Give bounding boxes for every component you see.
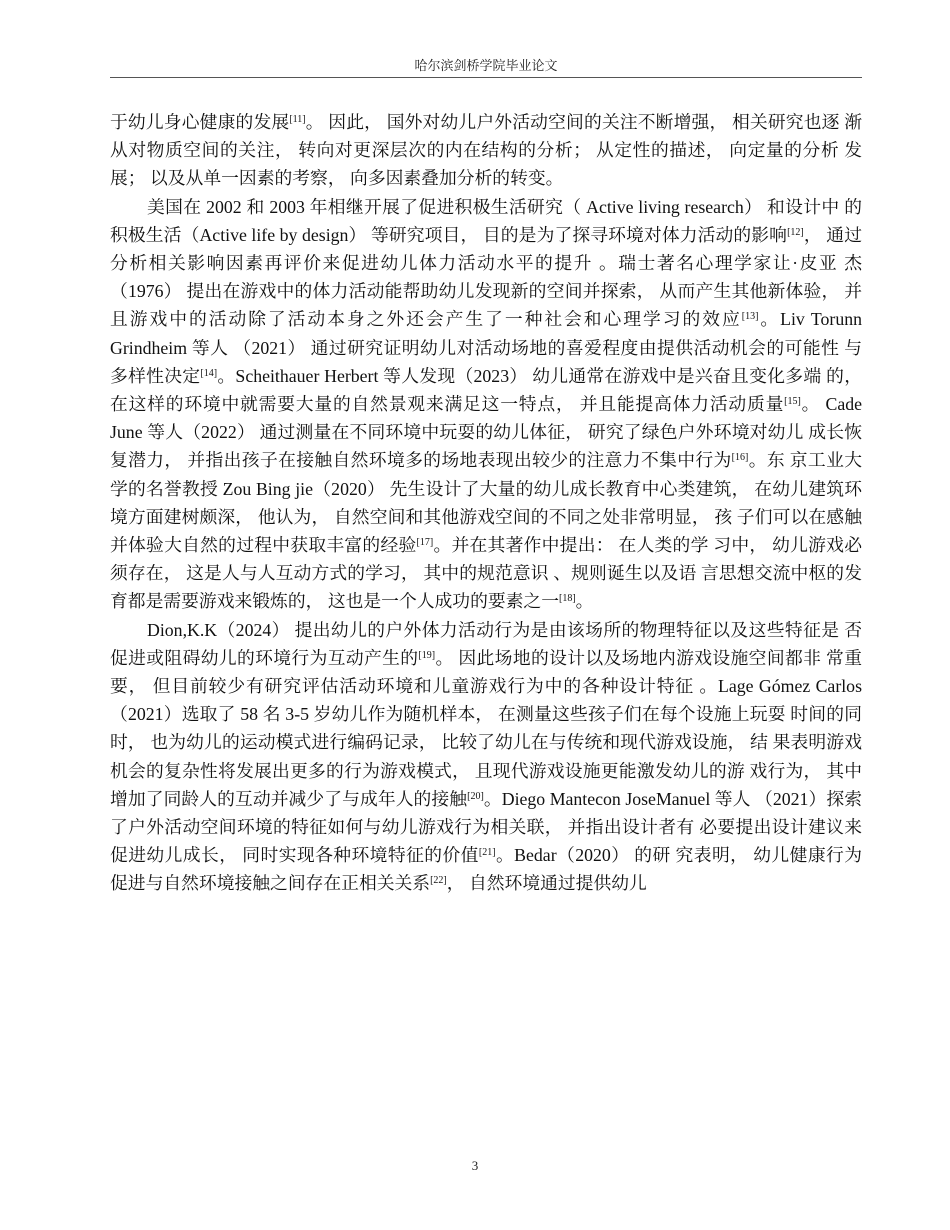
citation-marker: [16] (731, 452, 749, 464)
paragraph: 于幼儿身心健康的发展[11]。 因此， 国外对幼儿户外活动空间的关注不断增强， 相关研究也逐 渐从对物质空间的关注， 转向对更深层次的内在结构的分析； 从定性的描述， 向定量的分析 发展； 以及从单一因素的考察， 向多因素叠加分析的转变。 (110, 112, 862, 189)
citation-marker: [18] (558, 593, 576, 605)
citation-marker: [22] (430, 875, 447, 887)
citation-marker: [20] (467, 790, 484, 802)
citation-marker: [15] (784, 396, 801, 408)
page-number: 3 (471, 1158, 479, 1173)
citation-marker: [11] (289, 114, 306, 125)
citation-marker: [21] (478, 847, 496, 859)
citation-marker: [14] (200, 367, 218, 379)
running-header: 哈尔滨剑桥学院毕业论文 (414, 59, 558, 74)
citation-marker: [19] (418, 649, 436, 661)
paragraph: 美国在 2002 和 2003 年相继开展了促进积极生活研究（ Active living research） 和设计中 的积极生活（Active life by design） 等研究项目， 目的是为了探寻环境对体力活动的影响[12]， 通过分析相关影响因素再评价来促进幼儿体力活动水平的提升 。瑞士著名心理学家让·皮亚 杰（1976） 提出在游戏中的体力活动能帮助幼儿发现新的空间并探索， 从而产生其他新体验， 并且游戏中的活动除了活动本身之外还会产生了一种社会和心理学习的效应[13]。Liv Torunn Grindheim 等人 （2021） 通过研究证明幼儿对活动场地的喜爱程度由提供活动机会的可能性 与多样性决定[14]。Scheithauer Herbert 等人发现（2023） 幼儿通常在游戏中是兴奋且变化多端 的， 在这样的环境中就需要大量的自然景观来满足这一特点， 并且能提高体力活动质量[15]。 Cade June 等人（2022） 通过测量在不同环境中玩耍的幼儿体征， 研究了绿色户外环境对幼儿 成长恢复潜力， 并指出孩子在接触自然环境多的场地表现出较少的注意力不集中行为[16]。东 京工业大学的名誉教授 Zou Bing jie（2020） 先生设计了大量的幼儿成长教育中心类建筑， 在幼儿建筑环境方面建树颇深， 他认为， 自然空间和其他游戏空间的不同之处非常明显， 孩 子们可以在感触并体验大自然的过程中获取丰富的经验[17]。并在其著作中提出： 在人类的学 习中， 幼儿游戏必须存在， 这是人与人互动方式的学习， 其中的规范意识 、规则诞生以及语 言思想交流中枢的发育都是需要游戏来锻炼的， 这也是一个人成功的要素之一[18]。 (110, 196, 863, 612)
citation-marker: [12] (787, 226, 804, 238)
paragraph: Dion,K.K（2024） 提出幼儿的户外体力活动行为是由该场所的物理特征以及这些特征是 否促进或阻碍幼儿的环境行为互动产生的[19]。 因此场地的设计以及场地内游戏设施空间都非 常重要， 但目前较少有研究评估活动环境和儿童游戏行为中的各种设计特征 。Lage Gómez Carlos（2021）选取了 58 名 3-5 岁幼儿作为随机样本， 在测量这些孩子们在每个设施上玩耍 时间的同时， 也为幼儿的运动模式进行编码记录， 比较了幼儿在与传统和现代游戏设施， 结 果表明游戏机会的复杂性将发展出更多的行为游戏模式， 且现代游戏设施更能激发幼儿的游 戏行为， 其中增加了同龄人的互动并减少了与成年人的接触[20]。Diego Mantecon JoseManuel 等人 （2021）探索了户外活动空间环境的特征如何与幼儿游戏行为相关联， 并指出设计者有 必要提出设计建议来促进幼儿成长， 同时实现各种环境特征的价值[21]。Bedar（2020） 的研 究表明， 幼儿健康行为促进与自然环境接触之间存在正相关关系[22]， 自然环境通过提供幼儿 (110, 619, 862, 894)
citation-marker: [13] (741, 311, 759, 323)
citation-marker: [17] (416, 537, 434, 549)
header-rule (110, 77, 862, 78)
body-text (110, 108, 862, 898)
